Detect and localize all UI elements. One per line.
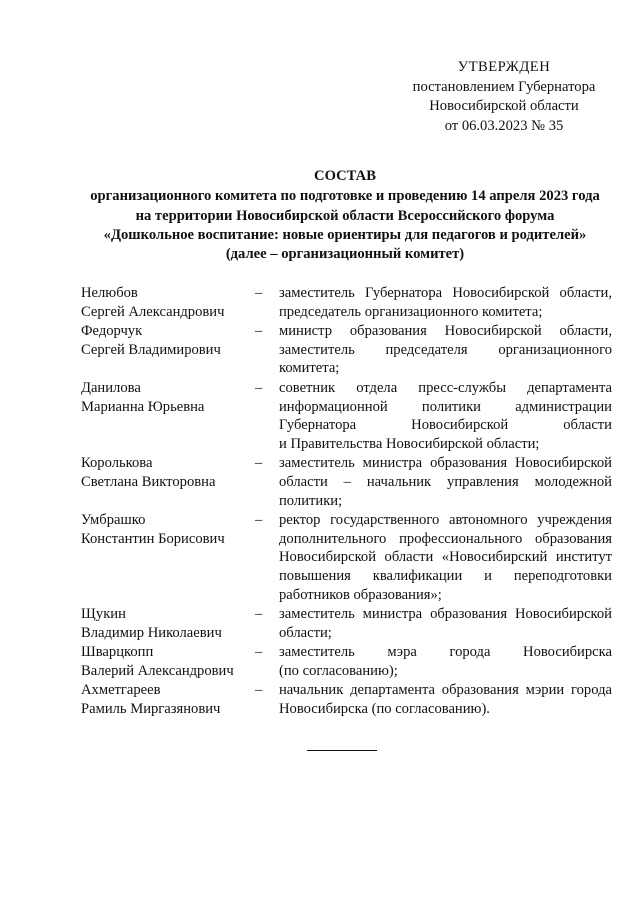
member-row <box>0 511 640 604</box>
member-position <box>279 681 612 718</box>
title-main: СОСТАВ <box>314 168 376 184</box>
closing-rule-divider <box>307 750 377 751</box>
position-line: (по согласованию); <box>279 662 398 679</box>
position-line: заместитель министра образования Новосибирской <box>279 455 612 472</box>
member-position <box>279 454 612 510</box>
position-line: заместитель председателя организационного <box>279 341 612 358</box>
position-line: Новосибирской области «Новосибирский институт <box>279 549 612 566</box>
member-given-names: Марианна Юрьевна <box>81 398 205 415</box>
member-name <box>81 379 251 416</box>
member-name <box>81 454 251 491</box>
position-line: работников образования»; <box>279 586 442 603</box>
member-surname: Нелюбов <box>81 285 138 301</box>
dash-separator: – <box>255 644 263 661</box>
member-position <box>279 643 612 680</box>
position-line: информационной политики администрации <box>279 398 612 415</box>
member-name <box>81 284 251 321</box>
position-line: комитета; <box>279 360 340 377</box>
member-position <box>279 605 612 642</box>
position-line: заместитель мэра города Новосибирска <box>279 644 612 661</box>
position-line: и Правительства Новосибирской области; <box>279 435 540 452</box>
position-line: Новосибирска (по согласованию). <box>279 701 490 718</box>
member-surname: Умбрашко <box>81 512 146 529</box>
member-row <box>0 379 640 453</box>
member-row <box>0 322 640 378</box>
member-position <box>279 322 612 378</box>
committee-member-list <box>0 284 640 720</box>
member-row <box>0 643 640 680</box>
position-line: начальник департамента образования мэрии города <box>279 682 612 699</box>
dash-separator: – <box>255 682 263 699</box>
position-line: политики; <box>279 492 343 509</box>
dash-separator: – <box>255 285 263 301</box>
dash-separator: – <box>255 323 263 340</box>
member-surname: Данилова <box>81 379 141 396</box>
dash-separator: – <box>255 455 263 472</box>
title-line: «Дошкольное воспитание: новые ориентиры для педагогов и родителей» <box>103 226 587 243</box>
approval-date-line: от 06.03.2023 № 35 <box>444 117 564 134</box>
position-line: советник отдела пресс-службы департамента <box>279 379 612 396</box>
position-line: Губернатора Новосибирской области <box>279 417 612 434</box>
position-line: ректор государственного автономного учреждения <box>279 512 612 529</box>
position-line: заместитель министра образования Новосибирской <box>279 606 612 623</box>
member-given-names: Светлана Викторовна <box>81 473 216 490</box>
member-name <box>81 322 251 359</box>
member-row <box>0 454 640 510</box>
member-row <box>0 681 640 718</box>
position-line: заместитель Губернатора Новосибирской области, <box>279 285 612 301</box>
member-given-names: Константин Борисович <box>81 530 225 547</box>
document-title <box>60 167 630 264</box>
title-line: (далее – организационный комитет) <box>225 246 465 263</box>
member-surname: Королькова <box>81 455 153 472</box>
position-line: председатель организационного комитета; <box>279 303 543 320</box>
member-position <box>279 284 612 321</box>
member-given-names: Сергей Владимирович <box>81 341 221 358</box>
member-name <box>81 511 251 548</box>
position-line: повышения квалификации и переподготовки <box>279 567 612 584</box>
member-name <box>81 605 251 642</box>
title-line: на территории Новосибирской области Всероссийского форума <box>135 207 555 224</box>
member-row <box>0 284 640 321</box>
member-given-names: Сергей Александрович <box>81 303 225 320</box>
approval-heading: УТВЕРЖДЕН <box>457 59 551 75</box>
member-given-names: Рамиль Миргазянович <box>81 701 221 718</box>
member-position <box>279 511 612 604</box>
approval-line: постановлением Губернатора <box>412 78 596 95</box>
dash-separator: – <box>255 379 263 396</box>
dash-separator: – <box>255 512 263 529</box>
position-line: области – начальник управления молодежной <box>279 473 612 490</box>
member-name <box>81 681 251 718</box>
position-line: дополнительного профессионального образования <box>279 530 612 547</box>
member-given-names: Владимир Николаевич <box>81 624 222 641</box>
member-surname: Ахметгареев <box>81 682 161 699</box>
approval-line: Новосибирской области <box>429 98 579 114</box>
title-line: организационного комитета по подготовке и проведению 14 апреля 2023 года <box>90 188 600 205</box>
member-row <box>0 605 640 642</box>
position-line: области; <box>279 624 332 641</box>
member-name <box>81 643 251 680</box>
member-surname: Шварцкопп <box>81 644 154 661</box>
position-line: министр образования Новосибирской области, <box>279 323 612 340</box>
dash-separator: – <box>255 606 263 623</box>
member-surname: Щукин <box>81 606 126 623</box>
member-position <box>279 379 612 453</box>
member-given-names: Валерий Александрович <box>81 662 234 679</box>
member-surname: Федорчук <box>81 323 143 340</box>
approval-block <box>404 58 604 136</box>
